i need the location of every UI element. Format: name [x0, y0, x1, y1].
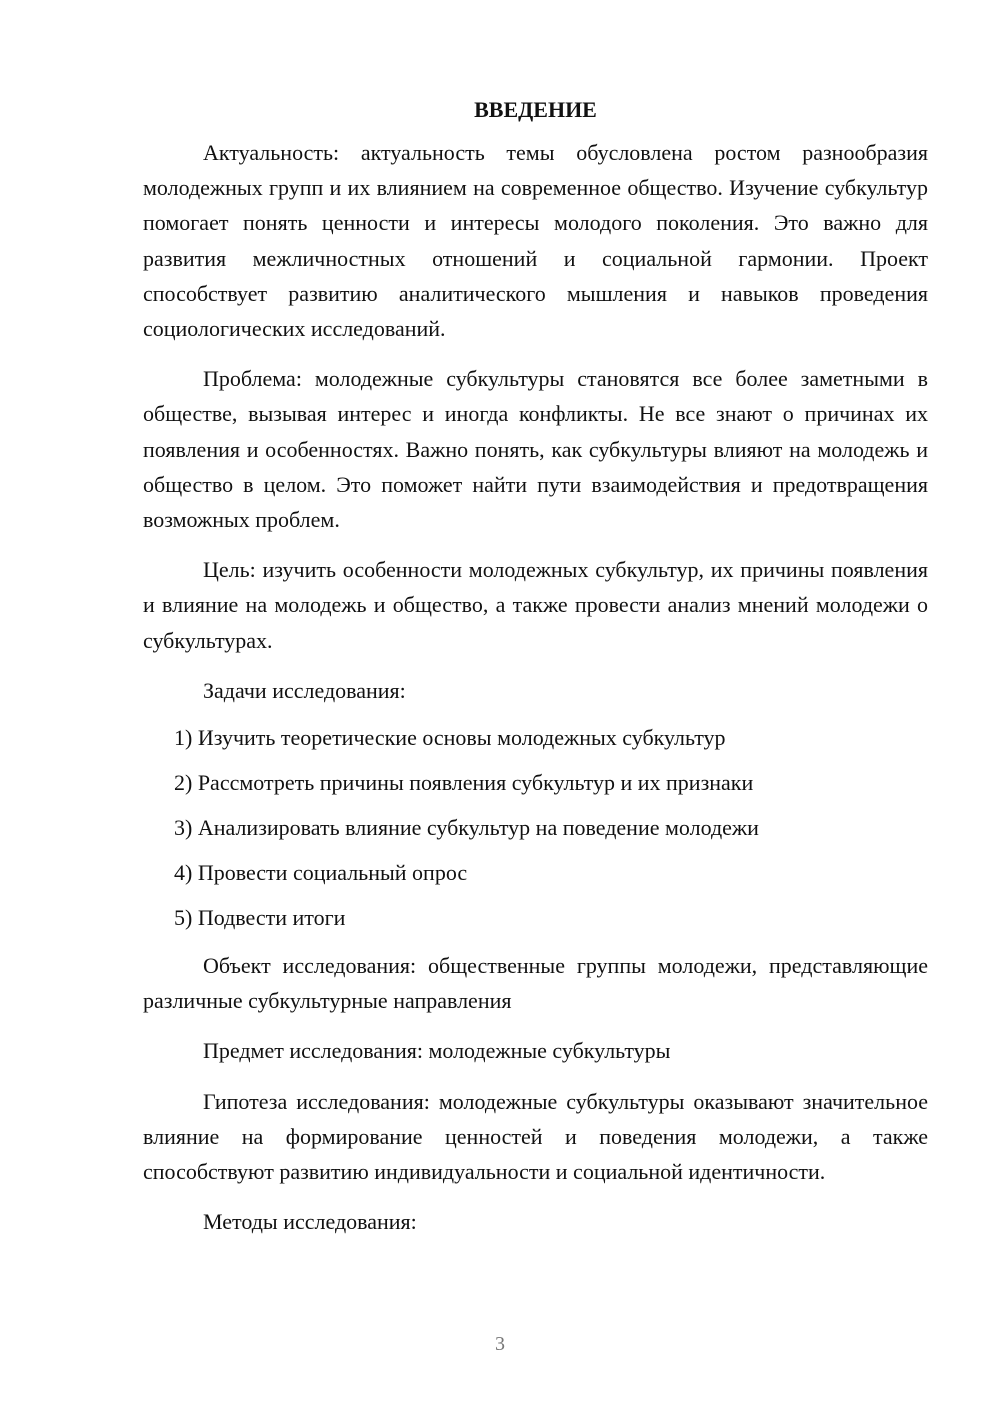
page-content: [143, 95, 928, 1239]
list-item: 5) Подвести итоги: [174, 905, 346, 931]
subject-paragraph: Предмет исследования: молодежные субкультуры: [203, 1038, 671, 1064]
section-title: ВВЕДЕНИЕ: [474, 97, 597, 122]
list-item: 1) Изучить теоретические основы молодежных субкультур: [174, 725, 726, 751]
problem-paragraph: Проблема: молодежные субкультуры становятся все более заметными в обществе, вызывая интерес и иногда конфликты. Не все знают о причинах их появления и особенностях. Важно понять, как субкультуры влияют на молодежь и общество в целом. Это поможет найти пути взаимодействия и предотвращения возможных проблем.: [143, 366, 928, 533]
hypothesis-paragraph: Гипотеза исследования: молодежные субкультуры оказывают значительное влияние на формирование ценностей и поведения молодежи, а также способствуют развитию индивидуальности и социальной идентичности.: [143, 1088, 928, 1185]
tasks-heading: Задачи исследования:: [203, 677, 406, 703]
goal-paragraph: Цель: изучить особенности молодежных субкультур, их причины появления и влияние на молодежь и общество, а также провести анализ мнений молодежи о субкультурах.: [143, 557, 928, 653]
relevance-paragraph: Актуальность: актуальность темы обусловлена ростом разнообразия молодежных групп и их влиянием на современное общество. Изучение субкультур помогает понять ценности и интересы молодого поколения. Это важно для развития межличностных отношений и социальной гармонии. Проект способствует развитию аналитического мышления и навыков проведения социологических исследований.: [143, 140, 928, 342]
tasks-list: [143, 723, 928, 933]
list-item: 4) Провести социальный опрос: [174, 860, 468, 886]
methods-heading: Методы исследования:: [203, 1209, 417, 1235]
page-number: 3: [495, 1333, 505, 1355]
list-item: 2) Рассмотреть причины появления субкультур и их признаки: [174, 770, 754, 796]
list-item: 3) Анализировать влияние субкультур на поведение молодежи: [174, 815, 759, 841]
object-paragraph: Объект исследования: общественные группы молодежи, представляющие различные субкультурные направления: [143, 953, 928, 1014]
